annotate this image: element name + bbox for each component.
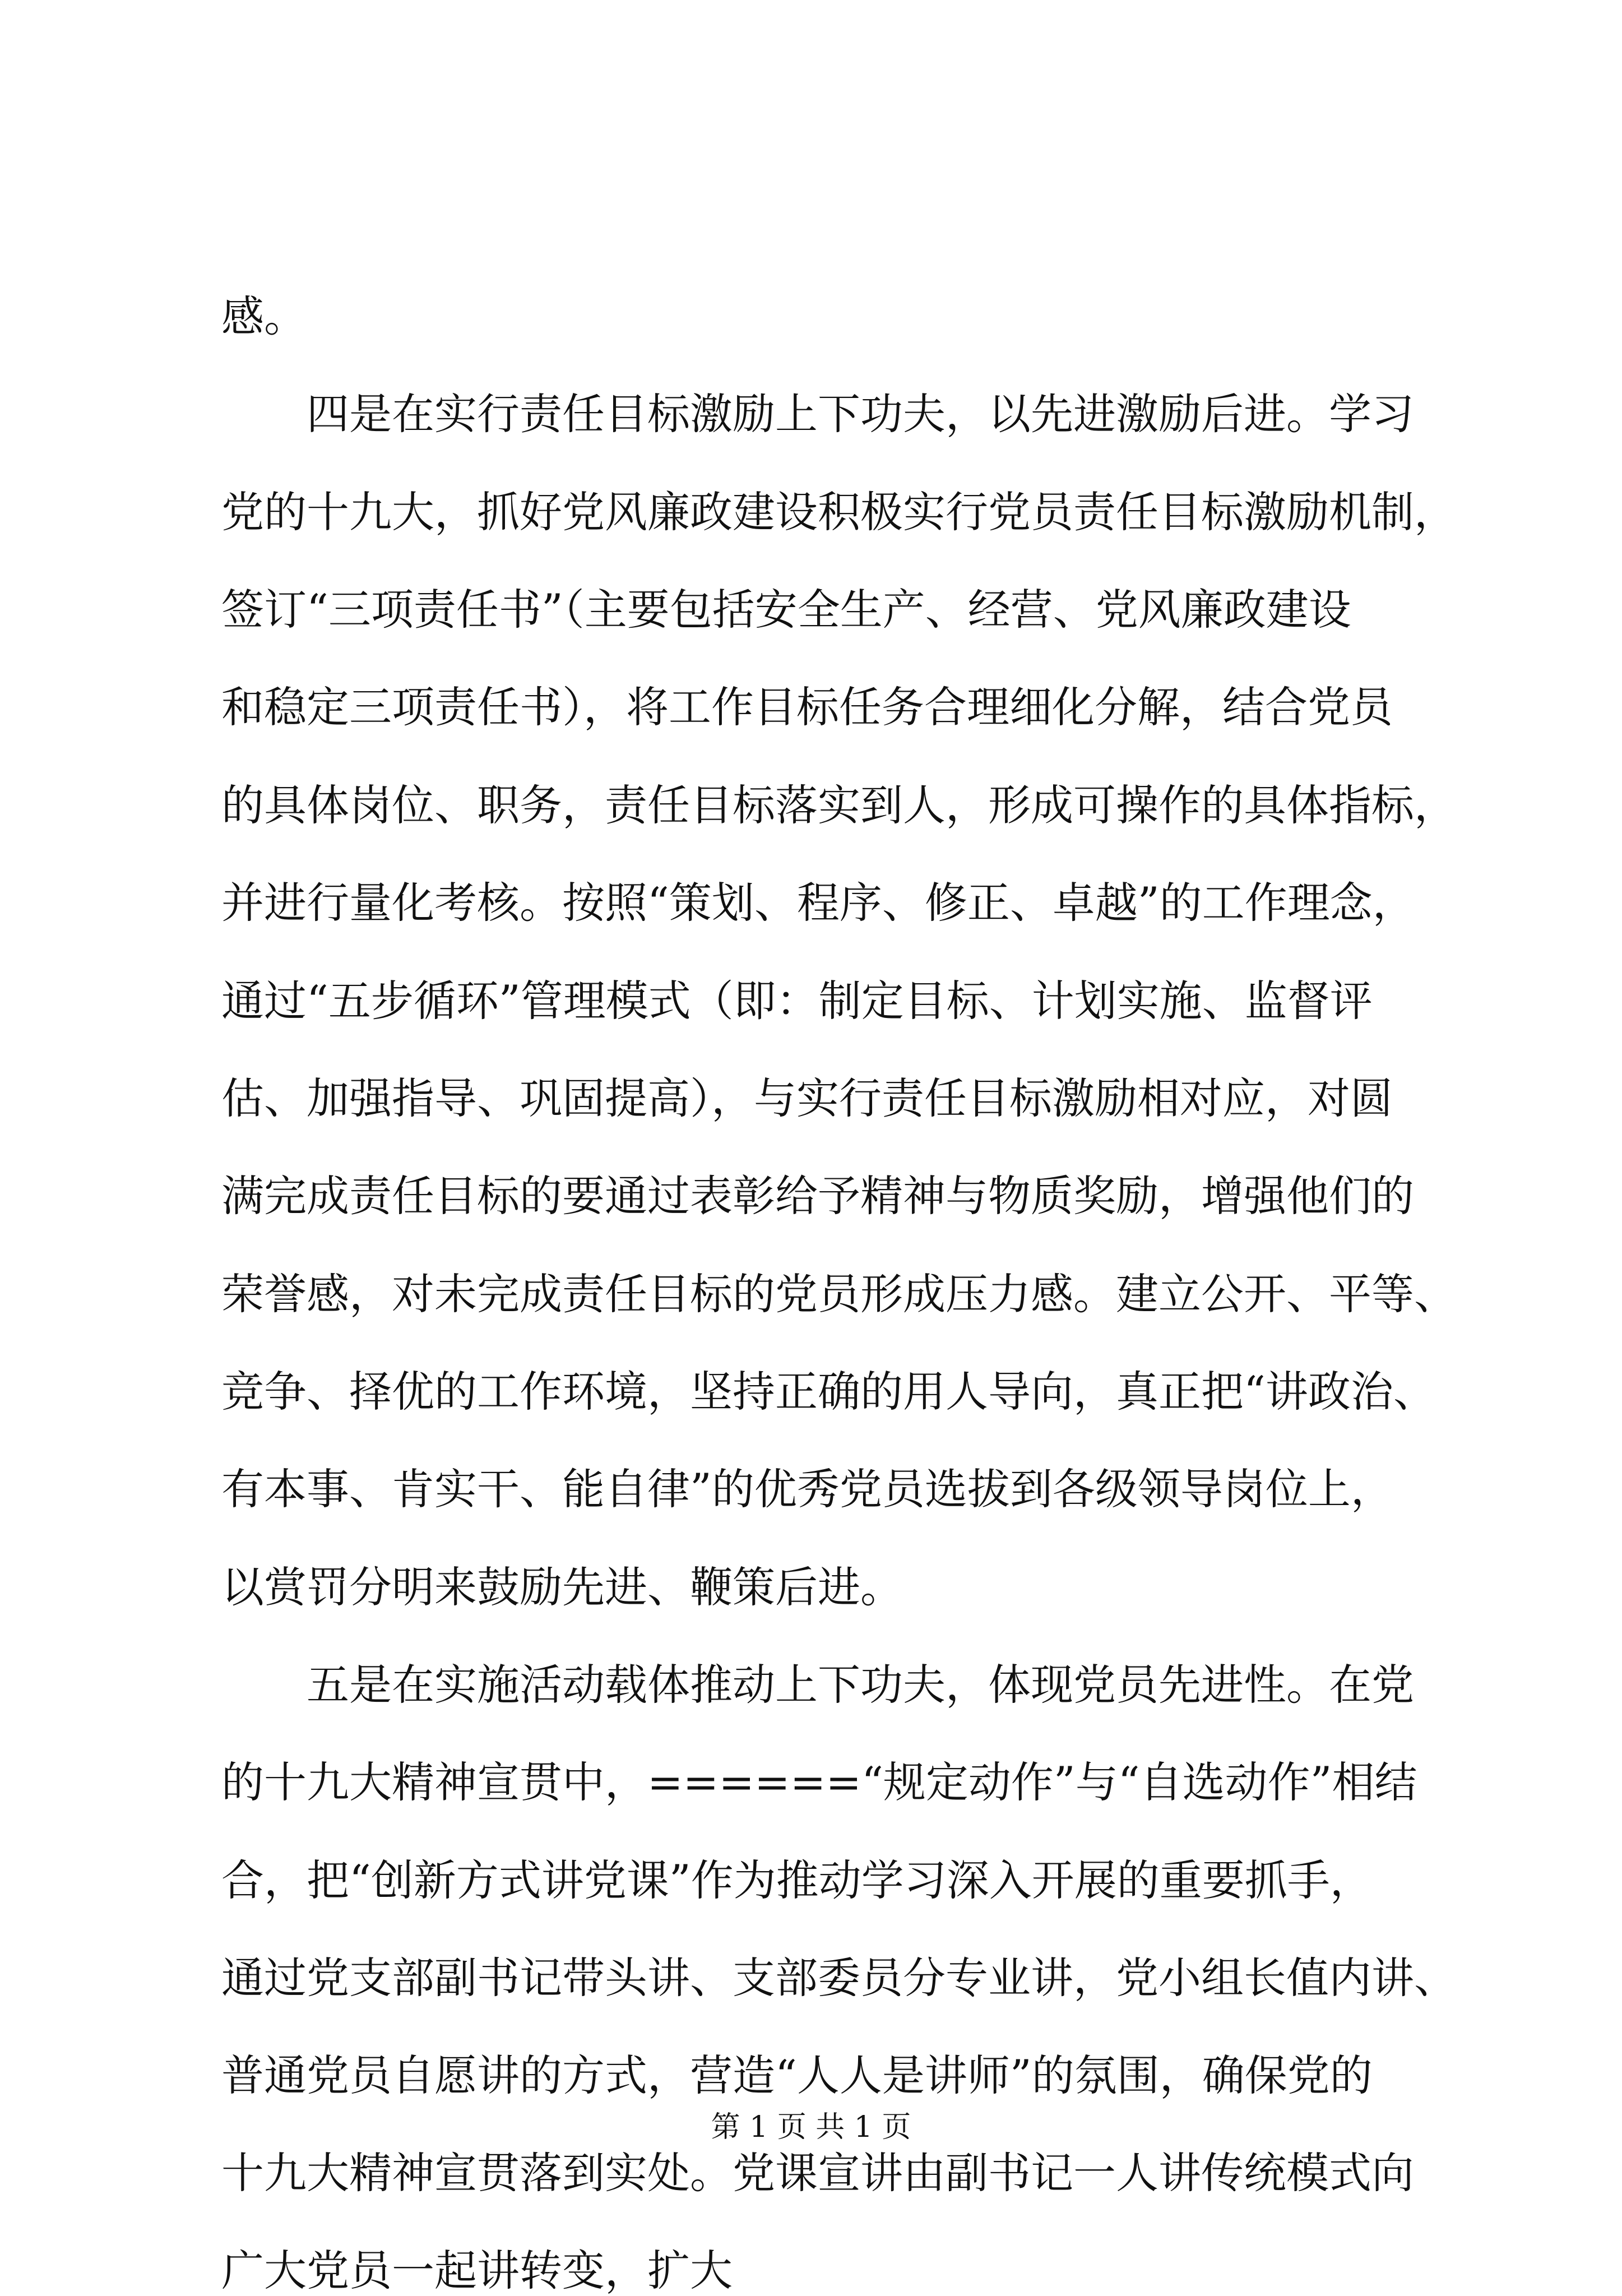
- text-line: 和稳定三项责任书），将工作目标任务合理细化分解，结合党员: [221, 682, 1393, 732]
- text-line: 估、加强指导、巩固提高），与实行责任目标激励相对应，对圆: [221, 1073, 1393, 1123]
- text-line: 的十九大精神宣贯中，======“规定动作”与“自选动作”相结: [221, 1757, 1417, 1807]
- text-line: 普通党员自愿讲的方式，营造“人人是讲师”的氛围，确保党的: [221, 2050, 1373, 2100]
- text-line: 党的十九大，抓好党风廉政建设积极实行党员责任目标激励机制，: [221, 487, 1457, 537]
- text-line: 有本事、肯实干、能自律”的优秀党员选拔到各级领导岗位上，: [221, 1464, 1393, 1514]
- paragraph-four-first-line: 四是在实行责任目标激励上下功夫，以先进激励后进。学习: [307, 389, 1414, 439]
- text-line: 签订“三项责任书”（主要包括安全生产、经营、党风廉政建设: [221, 585, 1351, 635]
- text-line: 竞争、择优的工作环境，坚持正确的用人导向，真正把“讲政治、: [221, 1367, 1436, 1417]
- page-footer: [0, 2108, 1622, 2147]
- text-line: 合，把“创新方式讲党课”作为推动学习深入开展的重要抓手，: [221, 1855, 1373, 1905]
- text-line: 并进行量化考核。按照“策划、程序、修正、卓越”的工作理念，: [221, 878, 1415, 928]
- paragraph-five-first-line: 五是在实施活动载体推动上下功夫，体现党员先进性。在党: [307, 1660, 1414, 1710]
- text-line: 感。: [221, 291, 307, 341]
- text-line: 以赏罚分明来鼓励先进、鞭策后进。: [221, 1562, 903, 1612]
- text-line: 广大党员一起讲转变，扩大: [221, 2246, 733, 2295]
- text-line: 通过“五步循环”管理模式（即：制定目标、计划实施、监督评: [221, 976, 1373, 1026]
- page-number: 第 1 页 共 1 页: [711, 2110, 911, 2144]
- text-line: 十九大精神宣贯落到实处。党课宣讲由副书记一人讲传统模式向: [221, 2148, 1414, 2198]
- text-line: 满完成责任目标的要通过表彰给予精神与物质奖励，增强他们的: [221, 1171, 1414, 1221]
- text-line: 的具体岗位、职务，责任目标落实到人，形成可操作的具体指标，: [221, 780, 1457, 830]
- text-line: 荣誉感，对未完成责任目标的党员形成压力感。建立公开、平等、: [221, 1269, 1457, 1319]
- text-line: 通过党支部副书记带头讲、支部委员分专业讲，党小组长值内讲、: [221, 1953, 1457, 2003]
